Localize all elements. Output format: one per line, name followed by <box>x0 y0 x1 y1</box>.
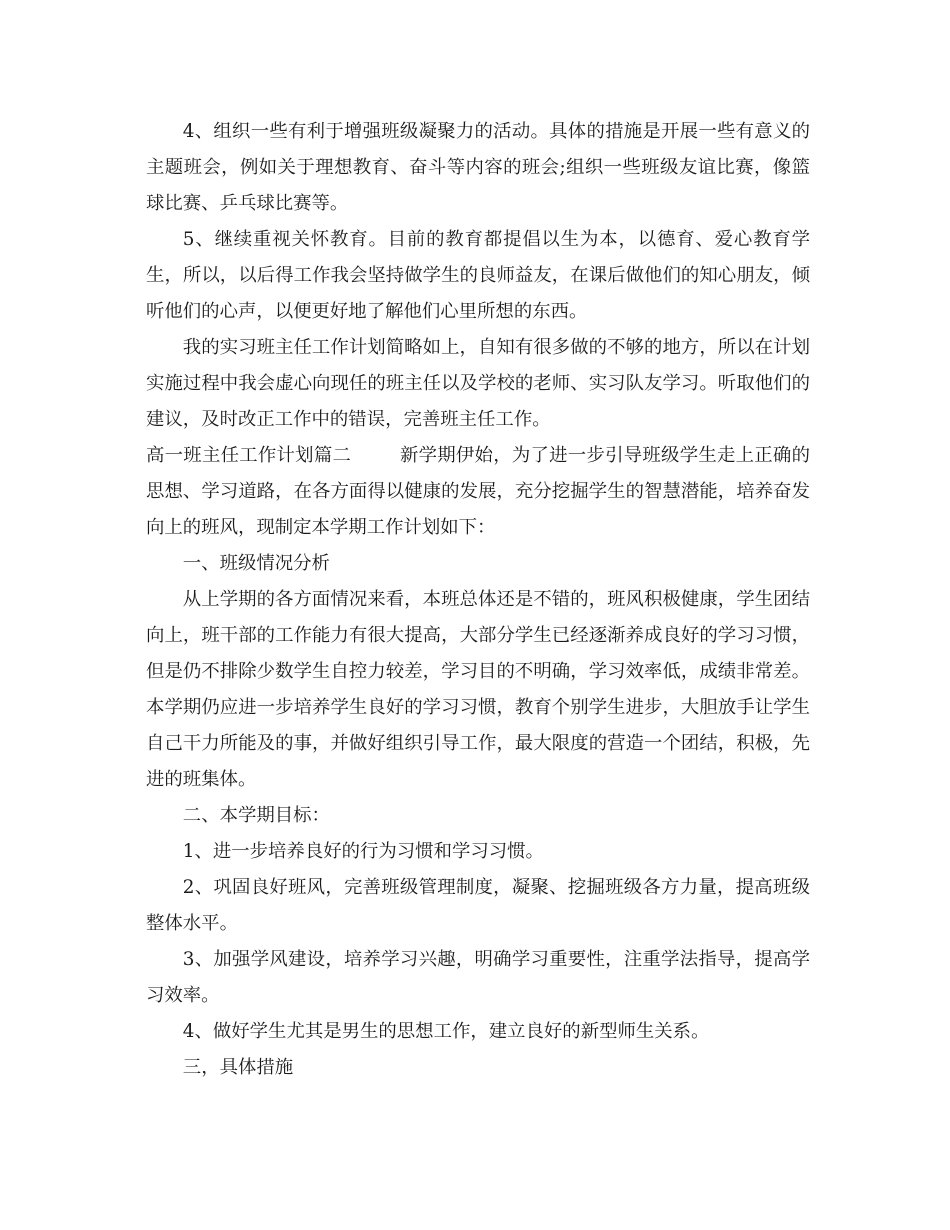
goal-item-3: 3、加强学风建设，培养学习兴趣，明确学习重要性，注重学法指导，提高学习效率。 <box>146 949 810 1006</box>
goal-item-4: 4、做好学生尤其是男生的思想工作，建立良好的新型师生关系。 <box>182 1021 710 1042</box>
document-page <box>146 114 810 1086</box>
paragraph-plan-two-body: 新学期伊始，为了进一步引导班级学生走上正确的思想、学习道路，在各方面得以健康的发展，充分挖掘学生的智慧潜能，培养奋发向上的班风，现制定本学期工作计划如下： <box>146 445 810 538</box>
goal-item-2: 2、巩固良好班风，完善班级管理制度，凝聚、挖掘班级各方力量，提高班级整体水平。 <box>146 877 810 934</box>
heading-semester-goals: 二、本学期目标： <box>182 805 330 826</box>
heading-class-analysis: 一、班级情况分析 <box>182 553 330 574</box>
heading-specific-measures: 三，具体措施 <box>182 1057 294 1078</box>
section-title-plan-two: 高一班主任工作计划篇二 <box>146 445 352 466</box>
paragraph-plan-two <box>146 438 810 546</box>
paragraph-class-analysis: 从上学期的各方面情况来看，本班总体还是不错的，班风积极健康，学生团结向上，班干部的工作能力有很大提高，大部分学生已经逐渐养成良好的学习习惯，但是仍不排除少数学生自控力较差，学习目的不明确，学习效率低，成绩非常差。本学期仍应进一步培养学生良好的学习习惯，教育个别学生进步，大胆放手让学生自己干力所能及的事，并做好组织引导工作，最大限度的营造一个团结，积极，先进的班集体。 <box>146 589 810 790</box>
paragraph-summary: 我的实习班主任工作计划简略如上，自知有很多做的不够的地方，所以在计划实施过程中我会虚心向现任的班主任以及学校的老师、实习队友学习。听取他们的建议，及时改正工作中的错误，完善班主任工作。 <box>146 337 810 430</box>
paragraph-care-education: 5、继续重视关怀教育。目前的教育都提倡以生为本，以德育、爱心教育学生，所以，以后得工作我会坚持做学生的良师益友，在课后做他们的知心朋友，倾听他们的心声，以便更好地了解他们心里所想的东西。 <box>146 229 810 322</box>
paragraph-activities: 4、组织一些有利于增强班级凝聚力的活动。具体的措施是开展一些有意义的主题班会，例如关于理想教育、奋斗等内容的班会;组织一些班级友谊比赛，像篮球比赛、乒乓球比赛等。 <box>146 121 810 214</box>
goal-item-1: 1、进一步培养良好的行为习惯和学习习惯。 <box>182 841 544 862</box>
